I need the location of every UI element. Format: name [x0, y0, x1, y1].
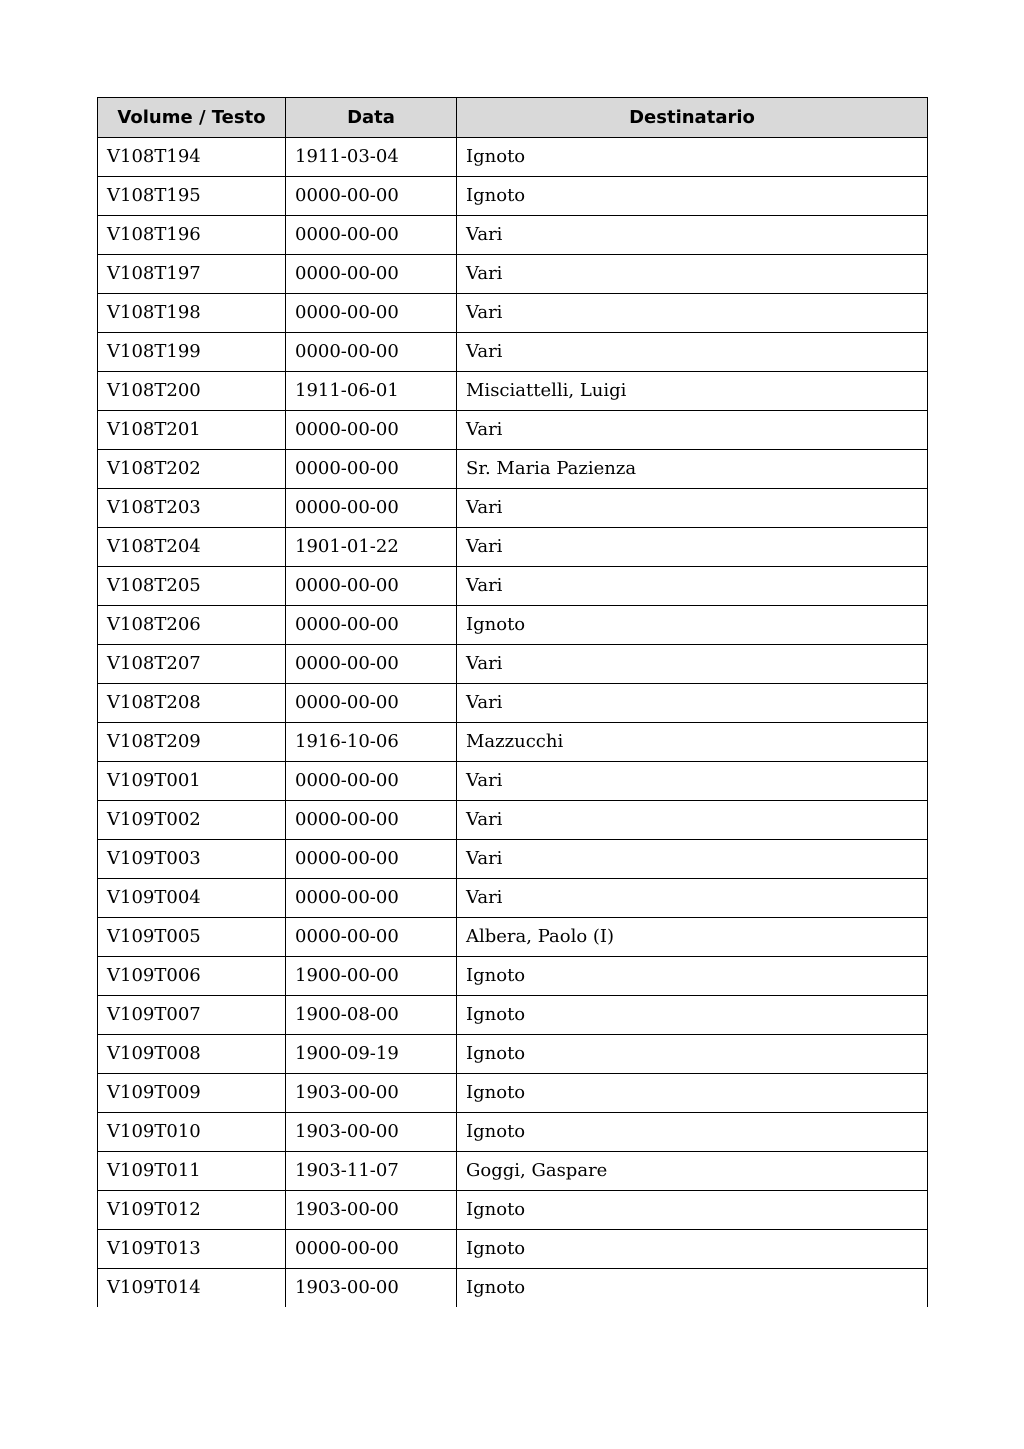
cell-destinatario: Ignoto	[457, 1191, 928, 1230]
cell-volume-testo: V108T208	[98, 684, 286, 723]
cell-destinatario: Ignoto	[457, 996, 928, 1035]
cell-volume-testo: V109T003	[98, 840, 286, 879]
cell-destinatario: Ignoto	[457, 138, 928, 177]
cell-data: 0000-00-00	[286, 333, 457, 372]
table-body	[98, 138, 928, 1308]
cell-data: 0000-00-00	[286, 762, 457, 801]
header-volume-testo: Volume / Testo	[98, 98, 286, 138]
table-row	[98, 1113, 928, 1152]
table-row	[98, 1230, 928, 1269]
cell-volume-testo: V108T206	[98, 606, 286, 645]
cell-data: 0000-00-00	[286, 450, 457, 489]
table-row	[98, 177, 928, 216]
table-row	[98, 918, 928, 957]
cell-data: 0000-00-00	[286, 255, 457, 294]
cell-data: 0000-00-00	[286, 684, 457, 723]
cell-data: 1901-01-22	[286, 528, 457, 567]
table-row	[98, 489, 928, 528]
cell-destinatario: Vari	[457, 216, 928, 255]
table-row	[98, 1035, 928, 1074]
cell-volume-testo: V108T201	[98, 411, 286, 450]
table-row	[98, 1074, 928, 1113]
table-header	[98, 98, 928, 138]
cell-destinatario: Vari	[457, 528, 928, 567]
cell-volume-testo: V109T013	[98, 1230, 286, 1269]
cell-volume-testo: V108T197	[98, 255, 286, 294]
cell-volume-testo: V109T009	[98, 1074, 286, 1113]
cell-destinatario: Vari	[457, 411, 928, 450]
cell-data: 0000-00-00	[286, 489, 457, 528]
cell-destinatario: Albera, Paolo (I)	[457, 918, 928, 957]
cell-destinatario: Vari	[457, 567, 928, 606]
table-row	[98, 879, 928, 918]
cell-volume-testo: V109T012	[98, 1191, 286, 1230]
cell-data: 0000-00-00	[286, 801, 457, 840]
cell-data: 0000-00-00	[286, 567, 457, 606]
table-row	[98, 411, 928, 450]
cell-data: 1900-08-00	[286, 996, 457, 1035]
table-row	[98, 138, 928, 177]
table-row	[98, 1191, 928, 1230]
cell-data: 0000-00-00	[286, 216, 457, 255]
cell-destinatario: Ignoto	[457, 1113, 928, 1152]
cell-volume-testo: V109T011	[98, 1152, 286, 1191]
cell-volume-testo: V108T203	[98, 489, 286, 528]
cell-destinatario: Goggi, Gaspare	[457, 1152, 928, 1191]
cell-destinatario: Vari	[457, 762, 928, 801]
cell-volume-testo: V108T202	[98, 450, 286, 489]
cell-data: 1903-00-00	[286, 1074, 457, 1113]
cell-volume-testo: V109T010	[98, 1113, 286, 1152]
cell-volume-testo: V108T209	[98, 723, 286, 762]
cell-volume-testo: V109T004	[98, 879, 286, 918]
cell-volume-testo: V108T198	[98, 294, 286, 333]
cell-destinatario: Vari	[457, 801, 928, 840]
cell-volume-testo: V109T002	[98, 801, 286, 840]
cell-destinatario: Vari	[457, 333, 928, 372]
cell-destinatario: Ignoto	[457, 957, 928, 996]
table-row	[98, 957, 928, 996]
table-row	[98, 372, 928, 411]
cell-volume-testo: V109T006	[98, 957, 286, 996]
cell-data: 0000-00-00	[286, 606, 457, 645]
cell-volume-testo: V109T001	[98, 762, 286, 801]
cell-volume-testo: V108T205	[98, 567, 286, 606]
cell-data: 0000-00-00	[286, 918, 457, 957]
table-row	[98, 684, 928, 723]
cell-volume-testo: V108T194	[98, 138, 286, 177]
table-row	[98, 333, 928, 372]
table-row	[98, 762, 928, 801]
header-data: Data	[286, 98, 457, 138]
cell-destinatario: Vari	[457, 840, 928, 879]
table-row	[98, 840, 928, 879]
cell-data: 1903-00-00	[286, 1113, 457, 1152]
letters-index-table	[97, 97, 928, 1307]
cell-data: 1903-00-00	[286, 1191, 457, 1230]
table-row	[98, 294, 928, 333]
cell-data: 1916-10-06	[286, 723, 457, 762]
header-row	[98, 98, 928, 138]
table-row	[98, 645, 928, 684]
cell-volume-testo: V108T204	[98, 528, 286, 567]
cell-destinatario: Vari	[457, 255, 928, 294]
cell-data: 1911-03-04	[286, 138, 457, 177]
cell-volume-testo: V108T196	[98, 216, 286, 255]
table-row	[98, 996, 928, 1035]
cell-volume-testo: V109T007	[98, 996, 286, 1035]
cell-destinatario: Vari	[457, 294, 928, 333]
cell-volume-testo: V108T200	[98, 372, 286, 411]
cell-destinatario: Vari	[457, 489, 928, 528]
cell-volume-testo: V108T195	[98, 177, 286, 216]
table-row	[98, 1269, 928, 1308]
table-row	[98, 567, 928, 606]
cell-volume-testo: V109T014	[98, 1269, 286, 1308]
cell-destinatario: Ignoto	[457, 606, 928, 645]
cell-destinatario: Ignoto	[457, 1269, 928, 1308]
table-row	[98, 450, 928, 489]
cell-data: 0000-00-00	[286, 879, 457, 918]
cell-data: 1900-00-00	[286, 957, 457, 996]
table-row	[98, 723, 928, 762]
table-row	[98, 216, 928, 255]
cell-data: 0000-00-00	[286, 294, 457, 333]
table-row	[98, 255, 928, 294]
cell-destinatario: Ignoto	[457, 1035, 928, 1074]
cell-data: 0000-00-00	[286, 1230, 457, 1269]
cell-volume-testo: V109T008	[98, 1035, 286, 1074]
header-destinatario: Destinatario	[457, 98, 928, 138]
table-row	[98, 528, 928, 567]
cell-data: 1900-09-19	[286, 1035, 457, 1074]
cell-destinatario: Misciattelli, Luigi	[457, 372, 928, 411]
cell-destinatario: Vari	[457, 684, 928, 723]
cell-destinatario: Vari	[457, 645, 928, 684]
cell-data: 1903-11-07	[286, 1152, 457, 1191]
cell-destinatario: Ignoto	[457, 177, 928, 216]
cell-data: 1911-06-01	[286, 372, 457, 411]
cell-destinatario: Ignoto	[457, 1230, 928, 1269]
table-row	[98, 801, 928, 840]
cell-destinatario: Mazzucchi	[457, 723, 928, 762]
cell-data: 0000-00-00	[286, 411, 457, 450]
cell-destinatario: Sr. Maria Pazienza	[457, 450, 928, 489]
cell-destinatario: Vari	[457, 879, 928, 918]
cell-volume-testo: V108T199	[98, 333, 286, 372]
cell-data: 0000-00-00	[286, 177, 457, 216]
cell-destinatario: Ignoto	[457, 1074, 928, 1113]
table-row	[98, 1152, 928, 1191]
cell-volume-testo: V109T005	[98, 918, 286, 957]
cell-volume-testo: V108T207	[98, 645, 286, 684]
cell-data: 0000-00-00	[286, 645, 457, 684]
cell-data: 1903-00-00	[286, 1269, 457, 1308]
cell-data: 0000-00-00	[286, 840, 457, 879]
table-row	[98, 606, 928, 645]
